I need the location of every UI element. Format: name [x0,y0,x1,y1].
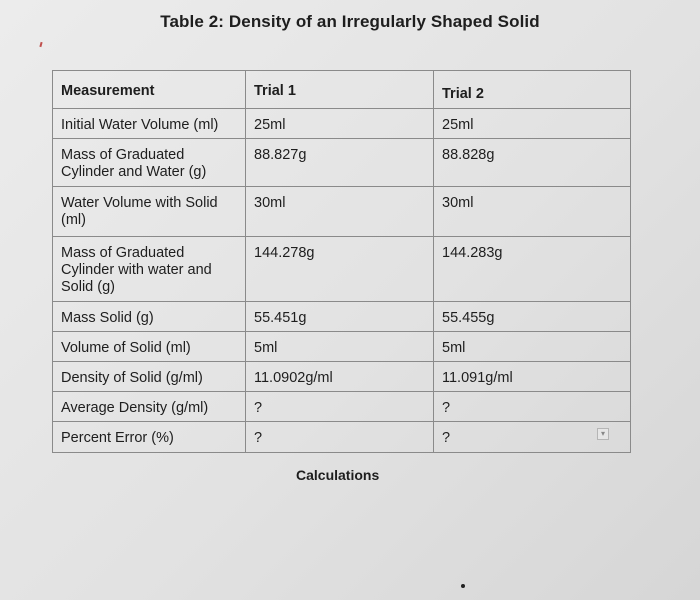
header-measurement: Measurement [53,71,246,109]
stray-mark [39,42,42,47]
table-row [53,109,631,139]
trial-1-value: 55.451g [246,302,434,332]
row-label: Initial Water Volume (ml) [53,109,246,139]
row-label: Mass of Graduated Cylinder and Water (g) [53,139,246,187]
row-label: Density of Solid (g/ml) [53,362,246,392]
calculations-heading: Calculations [296,467,380,483]
table-row [53,392,631,422]
trial-1-value: 5ml [246,332,434,362]
trial-1-value: 11.0902g/ml [246,362,434,392]
header-trial-1: Trial 1 [246,71,434,109]
table-row [53,139,631,187]
trial-2-value: 5ml [434,332,631,362]
trial-1-value: 144.278g [246,237,434,302]
trial-1-value: 30ml [246,187,434,237]
table-row [53,237,631,302]
table-row [53,187,631,237]
stray-dot [461,584,465,588]
trial-2-value: 11.091g/ml [434,362,631,392]
row-label: Water Volume with Solid (ml) [53,187,246,237]
row-label: Mass Solid (g) [53,302,246,332]
trial-2-value: ? [434,392,631,422]
trial-2-value: 30ml [434,187,631,237]
page-title: Table 2: Density of an Irregularly Shaped Solid [160,12,540,31]
chevron-down-icon[interactable]: ▾ [597,428,609,440]
header-trial-2: Trial 2 [434,71,631,109]
table-header-row [53,71,631,109]
table-row [53,332,631,362]
row-label: Average Density (g/ml) [53,392,246,422]
row-label: Percent Error (%) [53,422,246,453]
density-table [52,70,631,453]
trial-2-value: 25ml [434,109,631,139]
trial-1-value: 25ml [246,109,434,139]
trial-2-value: 144.283g [434,237,631,302]
table-row [53,422,631,453]
trial-1-value: 88.827g [246,139,434,187]
trial-2-value: 55.455g [434,302,631,332]
trial-2-value: 88.828g [434,139,631,187]
row-label: Mass of Graduated Cylinder with water and Solid (g) [53,237,246,302]
trial-1-value: ? [246,422,434,453]
trial-1-value: ? [246,392,434,422]
row-label: Volume of Solid (ml) [53,332,246,362]
trial-2-value: ? [434,422,631,453]
table-row [53,302,631,332]
table-row [53,362,631,392]
